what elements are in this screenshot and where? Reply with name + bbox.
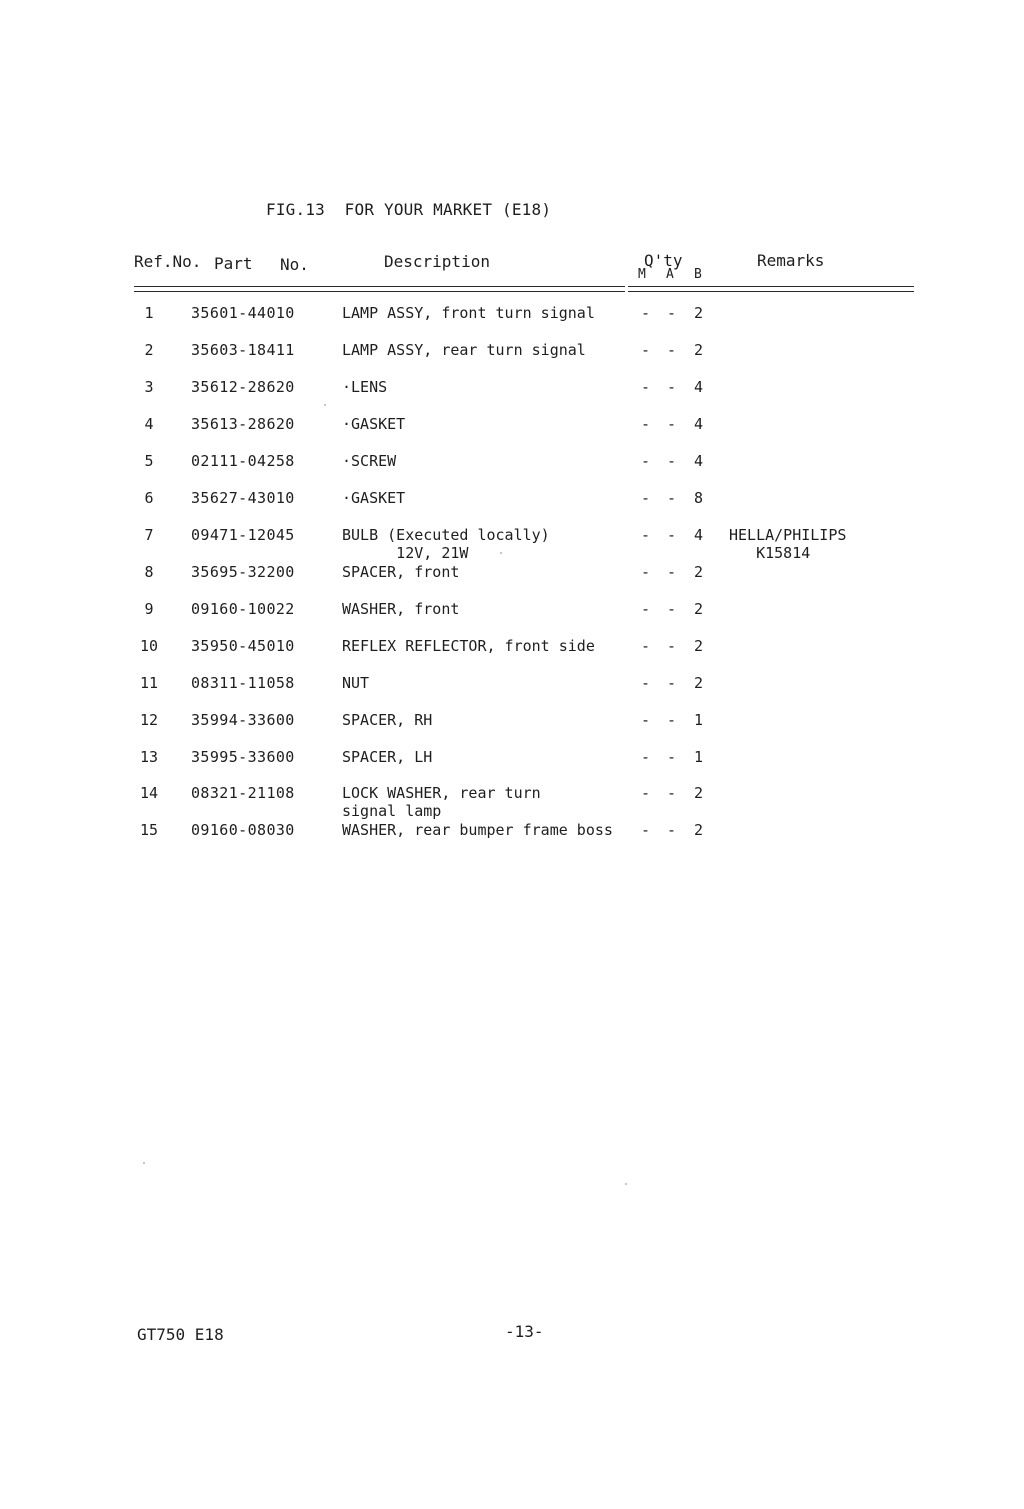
row-remarks: HELLA/PHILIPS K15814 <box>729 526 847 562</box>
row-qty-b: 1 <box>694 748 704 766</box>
scan-speck <box>625 1183 627 1185</box>
table-row <box>0 674 1024 704</box>
row-description: NUT <box>342 674 370 692</box>
header-ref-no: Ref.No. <box>134 252 202 271</box>
row-part-no: 09160-08030 <box>191 821 295 839</box>
row-qty-m: - <box>641 600 651 618</box>
row-qty-m: - <box>641 415 651 433</box>
row-qty-a: - <box>667 748 677 766</box>
footer-model: GT750 E18 <box>137 1325 224 1344</box>
row-description: ·LENS <box>342 378 388 396</box>
header-rule-bottom-left <box>134 291 625 292</box>
page-number: -13- <box>505 1322 544 1341</box>
row-ref-no: 3 <box>144 378 154 396</box>
header-description: Description <box>384 252 490 271</box>
table-row <box>0 304 1024 334</box>
row-qty-b: 4 <box>694 452 704 470</box>
row-qty-m: - <box>641 711 651 729</box>
row-part-no: 09160-10022 <box>191 600 295 618</box>
table-row <box>0 489 1024 519</box>
row-ref-no: 15 <box>139 821 159 839</box>
table-row <box>0 821 1024 851</box>
row-ref-no: 10 <box>139 637 159 655</box>
row-part-no: 35994-33600 <box>191 711 295 729</box>
row-qty-m: - <box>641 748 651 766</box>
row-qty-m: - <box>641 489 651 507</box>
header-remarks: Remarks <box>757 251 825 270</box>
row-qty-b: 2 <box>694 821 704 839</box>
row-ref-no: 9 <box>144 600 154 618</box>
row-part-no: 35613-28620 <box>191 415 295 433</box>
row-qty-m: - <box>641 637 651 655</box>
row-description: WASHER, rear bumper frame boss <box>342 821 613 839</box>
row-description: ·GASKET <box>342 415 406 433</box>
row-qty-m: - <box>641 341 651 359</box>
row-qty-a: - <box>667 821 677 839</box>
row-qty-m: - <box>641 378 651 396</box>
row-ref-no: 4 <box>144 415 154 433</box>
row-qty-a: - <box>667 711 677 729</box>
row-description: SPACER, RH <box>342 711 433 729</box>
table-row <box>0 784 1024 820</box>
row-qty-a: - <box>667 674 677 692</box>
row-qty-a: - <box>667 415 677 433</box>
row-description: SPACER, front <box>342 563 460 581</box>
row-ref-no: 5 <box>144 452 154 470</box>
row-qty-a: - <box>667 563 677 581</box>
header-qty-m: M <box>638 267 646 282</box>
row-description: SPACER, LH <box>342 748 433 766</box>
header-qty-b: B <box>694 267 702 282</box>
table-row <box>0 378 1024 408</box>
row-qty-m: - <box>641 452 651 470</box>
row-qty-b: 8 <box>694 489 704 507</box>
row-part-no: 35995-33600 <box>191 748 295 766</box>
row-qty-m: - <box>641 304 651 322</box>
row-qty-a: - <box>667 452 677 470</box>
row-qty-a: - <box>667 637 677 655</box>
scan-speck <box>500 552 502 554</box>
header-rule-bottom-right <box>628 291 914 292</box>
row-qty-m: - <box>641 821 651 839</box>
row-description: LAMP ASSY, front turn signal <box>342 304 595 322</box>
row-part-no: 08321-21108 <box>191 784 295 802</box>
header-rule-top-left <box>134 286 625 287</box>
row-qty-b: 2 <box>694 784 704 802</box>
table-row <box>0 600 1024 630</box>
row-qty-b: 2 <box>694 341 704 359</box>
table-row <box>0 526 1024 562</box>
scan-speck <box>143 1162 145 1164</box>
row-qty-b: 4 <box>694 415 704 433</box>
row-description: BULB (Executed locally) 12V, 21W <box>342 526 550 562</box>
row-description: REFLEX REFLECTOR, front side <box>342 637 595 655</box>
row-qty-m: - <box>641 674 651 692</box>
row-part-no: 35612-28620 <box>191 378 295 396</box>
row-qty-m: - <box>641 526 651 544</box>
row-qty-b: 2 <box>694 563 704 581</box>
table-row <box>0 637 1024 667</box>
row-description: LOCK WASHER, rear turn signal lamp <box>342 784 541 820</box>
row-qty-a: - <box>667 784 677 802</box>
row-qty-a: - <box>667 489 677 507</box>
row-part-no: 09471-12045 <box>191 526 295 544</box>
row-qty-b: 2 <box>694 600 704 618</box>
row-part-no: 02111-04258 <box>191 452 295 470</box>
row-qty-b: 2 <box>694 674 704 692</box>
row-part-no: 35603-18411 <box>191 341 295 359</box>
row-qty-a: - <box>667 378 677 396</box>
row-ref-no: 12 <box>139 711 159 729</box>
row-part-no: 35950-45010 <box>191 637 295 655</box>
header-quantity: Q'ty <box>644 251 683 270</box>
row-qty-a: - <box>667 600 677 618</box>
header-qty-a: A <box>666 267 674 282</box>
figure-title: FIG.13 FOR YOUR MARKET (E18) <box>266 200 552 219</box>
row-description: WASHER, front <box>342 600 460 618</box>
row-qty-a: - <box>667 526 677 544</box>
row-description: LAMP ASSY, rear turn signal <box>342 341 586 359</box>
row-qty-b: 1 <box>694 711 704 729</box>
row-ref-no: 14 <box>139 784 159 802</box>
row-qty-b: 4 <box>694 378 704 396</box>
row-qty-a: - <box>667 304 677 322</box>
row-qty-b: 2 <box>694 304 704 322</box>
table-row <box>0 341 1024 371</box>
row-qty-a: - <box>667 341 677 359</box>
table-row <box>0 711 1024 741</box>
row-description: ·SCREW <box>342 452 397 470</box>
row-description: ·GASKET <box>342 489 406 507</box>
header-part: Part <box>214 254 253 273</box>
row-ref-no: 2 <box>144 341 154 359</box>
row-part-no: 35627-43010 <box>191 489 295 507</box>
row-ref-no: 7 <box>144 526 154 544</box>
row-ref-no: 6 <box>144 489 154 507</box>
row-ref-no: 11 <box>139 674 159 692</box>
table-row <box>0 748 1024 778</box>
row-qty-b: 2 <box>694 637 704 655</box>
scan-speck <box>324 404 326 406</box>
table-row <box>0 452 1024 482</box>
row-ref-no: 13 <box>139 748 159 766</box>
row-part-no: 08311-11058 <box>191 674 295 692</box>
row-ref-no: 1 <box>144 304 154 322</box>
table-row <box>0 415 1024 445</box>
table-row <box>0 563 1024 593</box>
header-no: No. <box>280 255 309 274</box>
row-part-no: 35601-44010 <box>191 304 295 322</box>
row-qty-b: 4 <box>694 526 704 544</box>
row-ref-no: 8 <box>144 563 154 581</box>
row-qty-m: - <box>641 784 651 802</box>
row-part-no: 35695-32200 <box>191 563 295 581</box>
row-qty-m: - <box>641 563 651 581</box>
header-rule-top-right <box>628 286 914 287</box>
